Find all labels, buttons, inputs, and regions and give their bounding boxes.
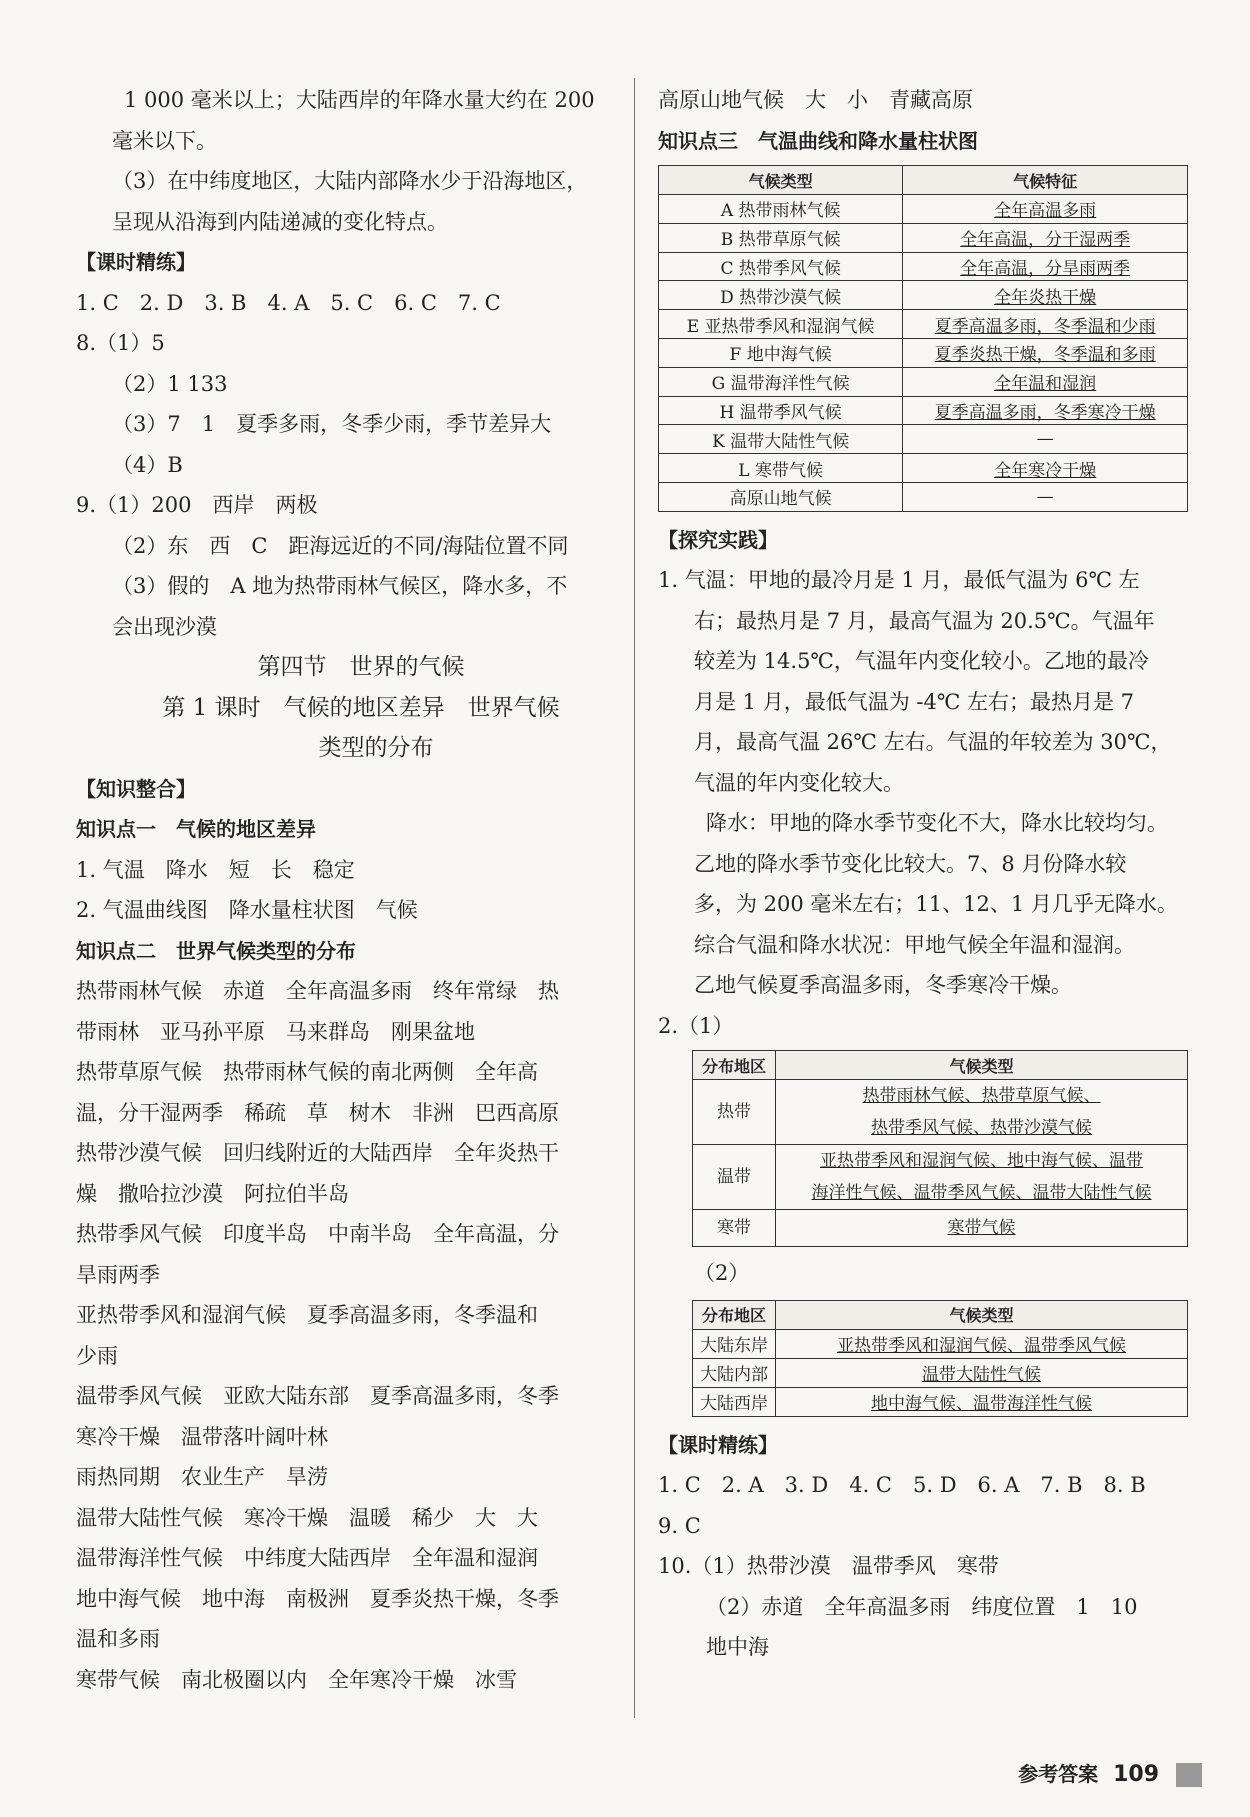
text-line: 乙地气候夏季高温多雨，冬季寒冷干燥。 (694, 973, 1072, 998)
table-row (659, 454, 1188, 483)
answer-line: 1. C 2. A 3. D 4. C 5. D 6. A 7. B 8. B (658, 1473, 1146, 1498)
answer-line: （2）1 133 (112, 371, 228, 396)
lesson-title: 第 1 课时 气候的地区差异 世界气候 (162, 694, 560, 721)
text-line: 月是 1 月，最低气温为 -4℃ 左右；最热月是 7 (694, 689, 1135, 714)
table-header: 气候类型 (776, 1051, 1188, 1080)
table-cell: 温带大陆性气候 (776, 1358, 1188, 1387)
text-line: 温带大陆性气候 寒冷干燥 温暖 稀少 大 大 (76, 1505, 538, 1530)
table-row (693, 1145, 1188, 1210)
table-cell: 地中海气候、温带海洋性气候 (776, 1387, 1188, 1416)
footer-label: 参考答案 (1018, 1761, 1099, 1786)
table-header: 气候类型 (659, 166, 903, 195)
text-line: 1 000 毫米以上；大陆西岸的年降水量大约在 200 (124, 88, 595, 112)
table-cell: 全年高温多雨 (903, 195, 1188, 224)
text-line: 热带草原气候 热带雨林气候的南北两侧 全年高 (76, 1060, 538, 1084)
lesson-title-cont: 类型的分布 (318, 735, 434, 761)
answer-line: （4）B (112, 452, 183, 477)
text-line: （3）在中纬度地区，大陆内部降水少于沿海地区， (112, 169, 588, 193)
table-cell: 夏季高温多雨，冬季寒冷干燥 (903, 396, 1188, 425)
table-cell: 全年寒冷干燥 (903, 454, 1188, 483)
table-row (693, 1329, 1188, 1358)
table-cell: H 温带季风气候 (659, 396, 903, 425)
text-line: 带雨林 亚马孙平原 马来群岛 刚果盆地 (76, 1019, 475, 1044)
table-cell (776, 1210, 1188, 1247)
table-row (659, 223, 1188, 252)
table-cell: E 亚热带季风和湿润气候 (659, 310, 903, 339)
table-cell: G 温带海洋性气候 (659, 367, 903, 396)
section-heading: 【探究实践】 (658, 527, 778, 552)
section-heading: 【课时精练】 (658, 1432, 778, 1457)
answer-line: 会出现沙漠 (112, 614, 217, 639)
section-title: 第四节 世界的气候 (257, 654, 465, 680)
table-row (659, 195, 1188, 224)
text-line: 2. 气温曲线图 降水量柱状图 气候 (76, 898, 418, 922)
table-cell: 热带 (693, 1080, 776, 1145)
table-header: 气候类型 (776, 1300, 1188, 1329)
cell-line: 热带雨林气候、热带草原气候、 (862, 1086, 1101, 1107)
table-cell: C 热带季风气候 (659, 252, 903, 281)
answer-line: 9. C (658, 1513, 701, 1538)
table-cell: K 温带大陆性气候 (659, 425, 903, 454)
table-row (693, 1358, 1188, 1387)
text-line: 毫米以下。 (112, 128, 217, 153)
table-row (659, 252, 1188, 281)
text-line: 多，为 200 毫米左右；11、12、1 月几乎无降水。 (694, 892, 1178, 917)
knowledge-point-heading: 知识点二 世界气候类型的分布 (76, 938, 356, 963)
table-cell: 全年炎热干燥 (903, 281, 1188, 310)
table-row (659, 310, 1188, 339)
table-cell: 夏季高温多雨，冬季温和少雨 (903, 310, 1188, 339)
cell-line: 亚热带季风和湿润气候、地中海气候、温带 (820, 1151, 1143, 1172)
column-divider (634, 78, 635, 1718)
table-header: 分布地区 (693, 1300, 776, 1329)
table-row (659, 338, 1188, 367)
text-line: 降水：甲地的降水季节变化不大，降水比较均匀。 (706, 811, 1168, 836)
text-line: 寒冷干燥 温带落叶阔叶林 (76, 1424, 328, 1449)
table-row (659, 281, 1188, 310)
text-line: 温，分干湿两季 稀疏 草 树木 非洲 巴西高原 (76, 1100, 559, 1125)
text-line: 地中海气候 地中海 南极洲 夏季炎热干燥，冬季 (76, 1586, 559, 1611)
section-heading: 【课时精练】 (76, 250, 196, 274)
question-label: （2） (694, 1261, 750, 1286)
text-line: 热带季风气候 印度半岛 中南半岛 全年高温，分 (76, 1222, 559, 1246)
cell-line: 海洋性气候、温带季风气候、温带大陆性气候 (811, 1183, 1152, 1204)
table-cell: 夏季炎热干燥，冬季温和多雨 (903, 338, 1188, 367)
table-cell: 全年高温，分干湿两季 (903, 223, 1188, 252)
text-line: 雨热同期 农业生产 旱涝 (76, 1465, 328, 1489)
page-footer (1018, 1758, 1202, 1788)
right-column (658, 80, 1198, 1668)
table-cell: 高原山地气候 (659, 482, 903, 511)
table-cell: 大陆内部 (693, 1358, 776, 1387)
table-cell: 温带 (693, 1145, 776, 1210)
text-line: 呈现从沿海到内陆递减的变化特点。 (112, 209, 448, 234)
text-line: 月，最高气温 26℃ 左右。气温的年较差为 30℃， (694, 730, 1172, 755)
table-cell: F 地中海气候 (659, 338, 903, 367)
left-column (76, 80, 616, 1700)
text-line: 亚热带季风和湿润气候 夏季高温多雨，冬季温和 (76, 1303, 538, 1327)
table-cell: 大陆西岸 (693, 1387, 776, 1416)
table-row (693, 1080, 1188, 1145)
table-header: 气候特征 (903, 166, 1188, 195)
table-row (693, 1210, 1188, 1247)
text-line: 综合气温和降水状况：甲地气候全年温和湿润。 (694, 932, 1135, 957)
table-cell: D 热带沙漠气候 (659, 281, 903, 310)
text-line: 温带季风气候 亚欧大陆东部 夏季高温多雨，冬季 (76, 1384, 559, 1408)
answer-line: （3）7 1 夏季多雨，冬季少雨，季节差异大 (112, 412, 552, 436)
text-line: 少雨 (76, 1343, 118, 1368)
table-row (659, 482, 1188, 511)
continent-position-table (692, 1300, 1188, 1417)
table-cell: A 热带雨林气候 (659, 195, 903, 224)
table-cell: 亚热带季风和湿润气候、温带季风气候 (776, 1329, 1188, 1358)
text-line: 较差为 14.5℃，气温年内变化较小。乙地的最冷 (694, 649, 1149, 674)
text-line: 燥 撒哈拉沙漠 阿拉伯半岛 (76, 1181, 349, 1206)
answer-line: 9.（1）200 西岸 两极 (76, 493, 318, 517)
table-row (693, 1387, 1188, 1416)
answer-line: 地中海 (706, 1635, 769, 1660)
text-line: 热带雨林气候 赤道 全年高温多雨 终年常绿 热 (76, 979, 559, 1003)
question-label: 2.（1） (658, 1013, 734, 1038)
answer-line: （2）东 西 C 距海远近的不同/海陆位置不同 (112, 533, 569, 558)
text-line: 气温的年内变化较大。 (694, 770, 904, 795)
table-header: 分布地区 (693, 1051, 776, 1080)
text-line: 温带海洋性气候 中纬度大陆西岸 全年温和湿润 (76, 1546, 538, 1570)
table-row (659, 425, 1188, 454)
table-cell: 大陆东岸 (693, 1329, 776, 1358)
table-cell: B 热带草原气候 (659, 223, 903, 252)
text-line: 右；最热月是 7 月，最高气温为 20.5℃。气温年 (694, 608, 1155, 633)
text-line: 温和多雨 (76, 1627, 160, 1651)
text-line: 旱雨两季 (76, 1262, 160, 1287)
page-number: 109 (1113, 1761, 1160, 1787)
answer-line: 8.（1）5 (76, 331, 165, 355)
climate-zone-table (692, 1050, 1188, 1247)
knowledge-point-heading: 知识点一 气候的地区差异 (76, 817, 316, 841)
table-row (659, 396, 1188, 425)
table-cell: — (903, 425, 1188, 454)
text-line: 热带沙漠气候 回归线附近的大陆西岸 全年炎热干 (76, 1141, 559, 1165)
climate-features-table (658, 165, 1188, 512)
table-cell: 全年温和湿润 (903, 367, 1188, 396)
text-line: 乙地的降水季节变化比较大。7、8 月份降水较 (694, 851, 1127, 876)
table-cell: 全年高温，分旱雨两季 (903, 252, 1188, 281)
footer-tab-marker (1176, 1763, 1202, 1787)
table-cell: 寒带 (693, 1210, 776, 1247)
section-heading: 【知识整合】 (76, 776, 196, 801)
answer-line: 1. C 2. D 3. B 4. A 5. C 6. C 7. C (76, 290, 501, 315)
text-line: 1. 气温：甲地的最冷月是 1 月，最低气温为 6℃ 左 (658, 568, 1140, 593)
text-line: 寒带气候 南北极圈以内 全年寒冷干燥 冰雪 (76, 1667, 517, 1692)
cell-line: 热带季风气候、热带沙漠气候 (871, 1118, 1092, 1139)
answer-line: （3）假的 A 地为热带雨林气候区，降水多，不 (112, 574, 568, 598)
table-cell: — (903, 482, 1188, 511)
cell-line: 寒带气候 (947, 1218, 1016, 1239)
answer-line: 10.（1）热带沙漠 温带季风 寒带 (658, 1554, 999, 1579)
text-line: 高原山地气候 大 小 青藏高原 (658, 88, 973, 112)
text-line: 1. 气温 降水 短 长 稳定 (76, 857, 355, 882)
table-cell: L 寒带气候 (659, 454, 903, 483)
knowledge-point-heading: 知识点三 气温曲线和降水量柱状图 (658, 128, 978, 153)
table-cell (776, 1080, 1188, 1145)
answer-line: （2）赤道 全年高温多雨 纬度位置 1 10 (706, 1594, 1138, 1619)
table-cell (776, 1145, 1188, 1210)
table-row (659, 367, 1188, 396)
